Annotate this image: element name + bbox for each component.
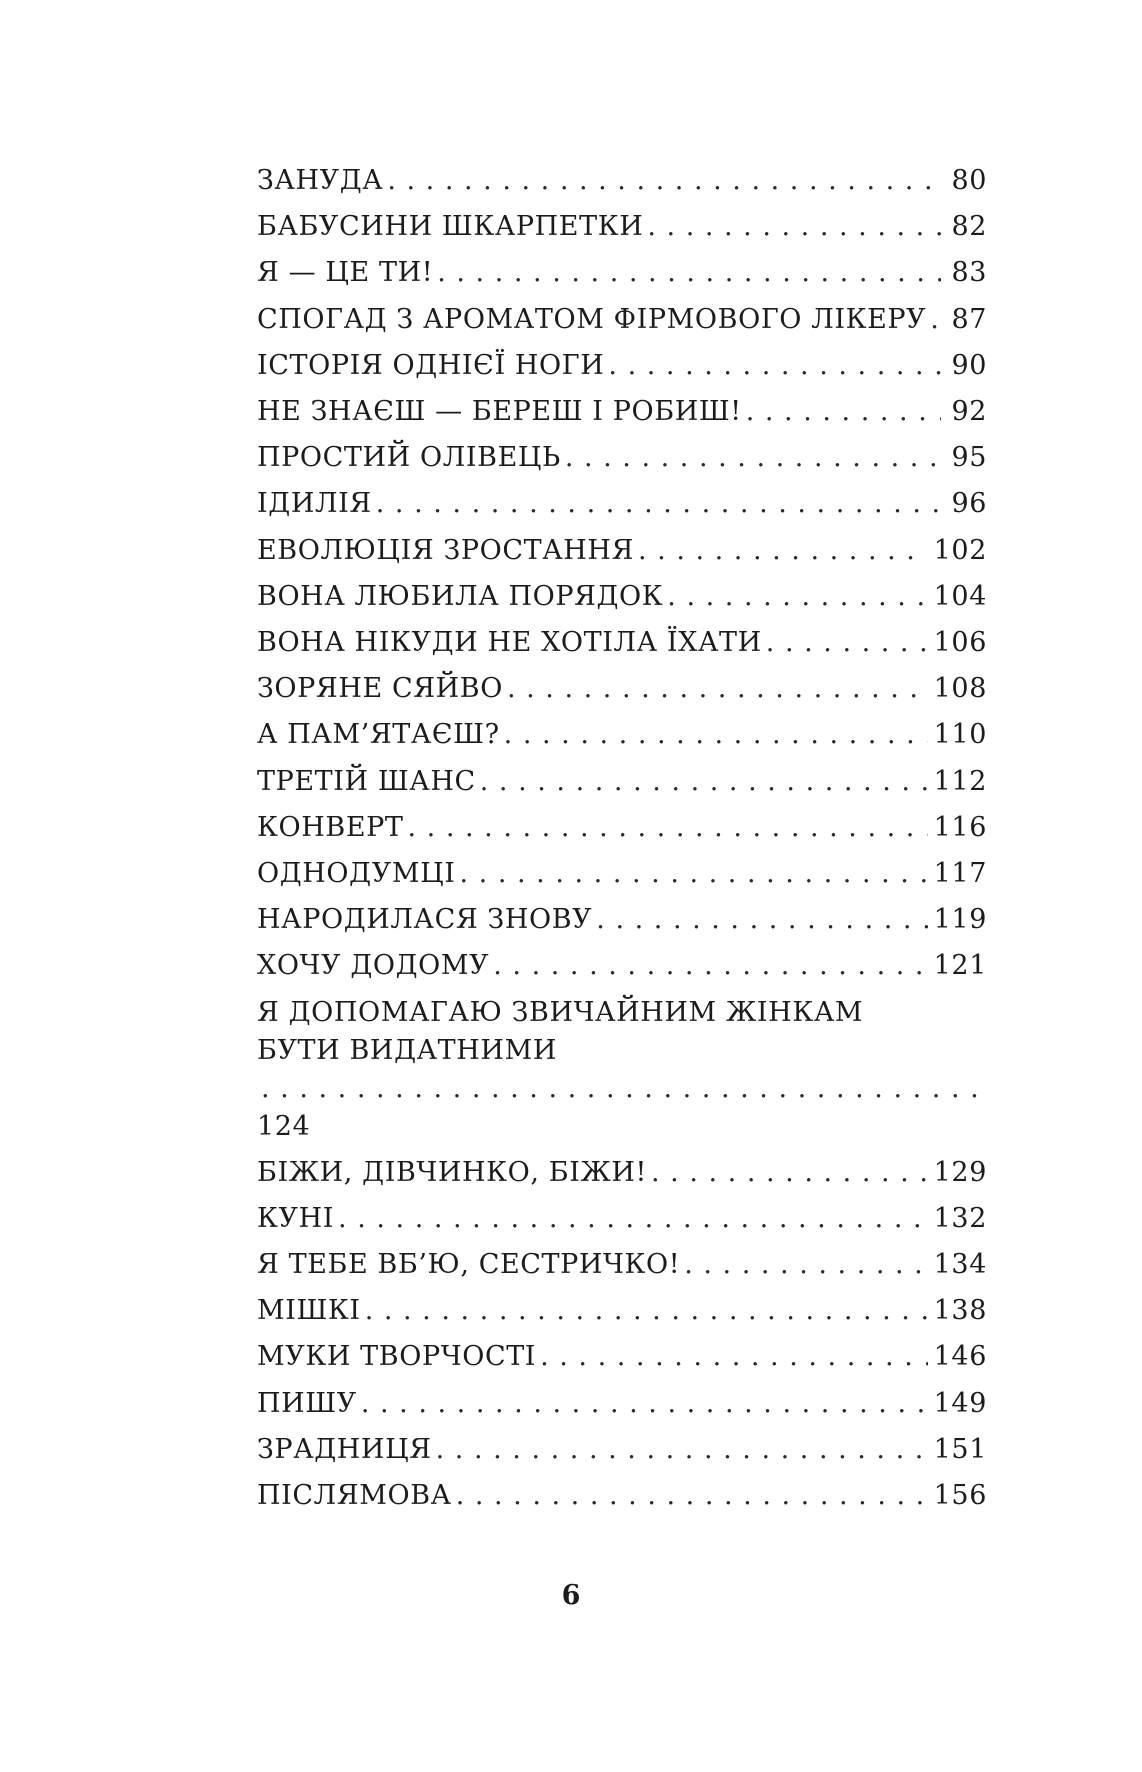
dot-leader [596,897,927,943]
toc-entry-page: 80 [951,165,987,196]
toc-entry-page: 149 [933,1387,987,1419]
dot-leader [436,1427,928,1473]
dot-leader [387,158,941,204]
toc-entry-title: ПИШУ [257,1387,357,1419]
toc-entry-page: 151 [933,1433,987,1465]
dot-leader [261,1070,981,1108]
toc-entry[interactable] [257,297,987,343]
toc-entry-title: ПІСЛЯМОВА [257,1480,452,1512]
toc-entry-page: 108 [933,673,987,705]
dot-leader [365,1288,928,1334]
toc-entry-title: ЗАНУДА [257,165,384,196]
toc-entry[interactable] [257,204,987,250]
toc-entry[interactable] [257,528,987,574]
dot-leader [460,851,928,897]
toc-entry-title: ТРЕТІЙ ШАНС [257,765,476,797]
toc-entry[interactable] [257,943,987,989]
toc-entry-title-line1: Я ДОПОМАГАЮ ЗВИЧАЙНИМ ЖІНКАМ [257,996,864,1028]
toc-entry-page: 116 [933,811,987,843]
toc-entry-page: 119 [933,904,987,936]
dot-leader [651,1150,928,1196]
toc-entry-page: 129 [933,1156,987,1188]
toc-entry-title: МУКИ ТВОРЧОСТІ [257,1341,537,1373]
toc-entry[interactable] [257,1334,987,1380]
toc-entry-page: 82 [951,211,987,243]
toc-entry[interactable] [257,343,987,389]
toc-entry-page: 117 [933,858,987,890]
dot-leader [684,1242,927,1288]
toc-entry-page: 112 [933,765,987,797]
dot-leader [608,343,941,389]
toc-entry-title: ВОНА НІКУДИ НЕ ХОТІЛА ЇХАТИ [257,627,762,659]
dot-leader [540,1334,928,1380]
toc-entry-title: БІЖИ, ДІВЧИНКО, БІЖИ! [257,1156,648,1188]
toc-entry-page: 95 [951,442,987,474]
toc-entry-page: 90 [951,349,987,381]
toc-entry-title: ЗРАДНИЦЯ [257,1433,432,1465]
toc-entry-title-line2: БУТИ ВИДАТНИМИ [257,1034,557,1066]
toc-entry[interactable] [257,1381,987,1427]
page-number: 6 [561,1580,581,1611]
toc-entry[interactable] [257,1473,987,1519]
dot-leader [638,528,928,574]
toc-entry-page: 92 [951,396,987,428]
toc-entry[interactable] [257,250,987,296]
toc-entry-page: 87 [951,303,987,335]
dot-leader [507,666,928,712]
toc-entry-title: ПРОСТИЙ ОЛІВЕЦЬ [257,442,561,474]
dot-leader [766,620,928,666]
toc-entry-page: 138 [933,1295,987,1327]
toc-entry-title: Я — ЦЕ ТИ! [257,257,434,289]
dot-leader [456,1473,928,1519]
dot-leader [338,1196,928,1242]
toc-entry-title: НЕ ЗНАЄШ — БЕРЕШ І РОБИШ! [257,396,742,428]
table-of-contents [257,158,987,1519]
toc-entry-title: СПОГАД З АРОМАТОМ ФІРМОВОГО ЛІКЕРУ [257,303,927,335]
toc-entry[interactable] [257,481,987,527]
toc-entry[interactable] [257,990,987,1150]
dot-leader [437,250,941,296]
dot-leader [930,297,941,343]
toc-entry-title: КОНВЕРТ [257,811,404,843]
toc-entry-title: КУНІ [257,1202,335,1234]
dot-leader [493,943,927,989]
toc-entry-title: МІШКІ [257,1295,361,1327]
dot-leader [647,204,941,250]
toc-entry-page: 102 [933,534,987,566]
toc-entry-title: ХОЧУ ДОДОМУ [257,950,490,982]
dot-leader [746,389,941,435]
toc-entry[interactable] [257,574,987,620]
toc-entry-page: 156 [933,1480,987,1512]
toc-entry-page: 104 [933,580,987,612]
toc-entry-title: ВОНА ЛЮБИЛА ПОРЯДОК [257,580,664,612]
toc-entry-title: А ПАМ’ЯТАЄШ? [257,719,500,751]
toc-entry-page: 83 [951,257,987,289]
toc-entry-page: 106 [933,627,987,659]
toc-entry-page: 132 [933,1202,987,1234]
toc-entry-page: 134 [933,1249,987,1281]
dot-leader [361,1381,928,1427]
dot-leader [480,759,928,805]
toc-entry[interactable] [257,1288,987,1334]
toc-entry-title: ОДНОДУМЦІ [257,858,456,890]
toc-entry[interactable] [257,1427,987,1473]
dot-leader [504,712,928,758]
toc-entry-page: 121 [933,950,987,982]
toc-entry-title: НАРОДИЛАСЯ ЗНОВУ [257,904,593,936]
toc-entry-page: 110 [933,719,987,751]
toc-entry[interactable] [257,1242,987,1288]
dot-leader [408,805,928,851]
toc-entry-title: ЕВОЛЮЦІЯ ЗРОСТАННЯ [257,534,634,566]
toc-entry-title: БАБУСИНИ ШКАРПЕТКИ [257,211,644,243]
toc-entry[interactable] [257,1150,987,1196]
toc-entry[interactable] [257,851,987,897]
dot-leader [376,481,941,527]
toc-entry-page: 146 [933,1341,987,1373]
dot-leader [667,574,927,620]
toc-entry[interactable] [257,712,987,758]
dot-leader [565,435,941,481]
toc-entry-title: ІСТОРІЯ ОДНІЄЇ НОГИ [257,349,605,381]
toc-entry[interactable] [257,158,987,204]
toc-entry[interactable] [257,666,987,712]
toc-entry[interactable] [257,435,987,481]
toc-entry[interactable] [257,759,987,805]
toc-entry-title: Я ТЕБЕ ВБ’Ю, СЕСТРИЧКО! [257,1249,681,1281]
toc-entry[interactable] [257,620,987,666]
toc-entry-page: 96 [951,488,987,520]
toc-entry[interactable] [257,389,987,435]
toc-entry[interactable] [257,897,987,943]
toc-entry-page: 124 [257,1110,311,1142]
toc-entry-title: ІДИЛІЯ [257,488,372,520]
toc-entry[interactable] [257,805,987,851]
toc-entry-title: ЗОРЯНЕ СЯЙВО [257,673,503,705]
toc-entry[interactable] [257,1196,987,1242]
